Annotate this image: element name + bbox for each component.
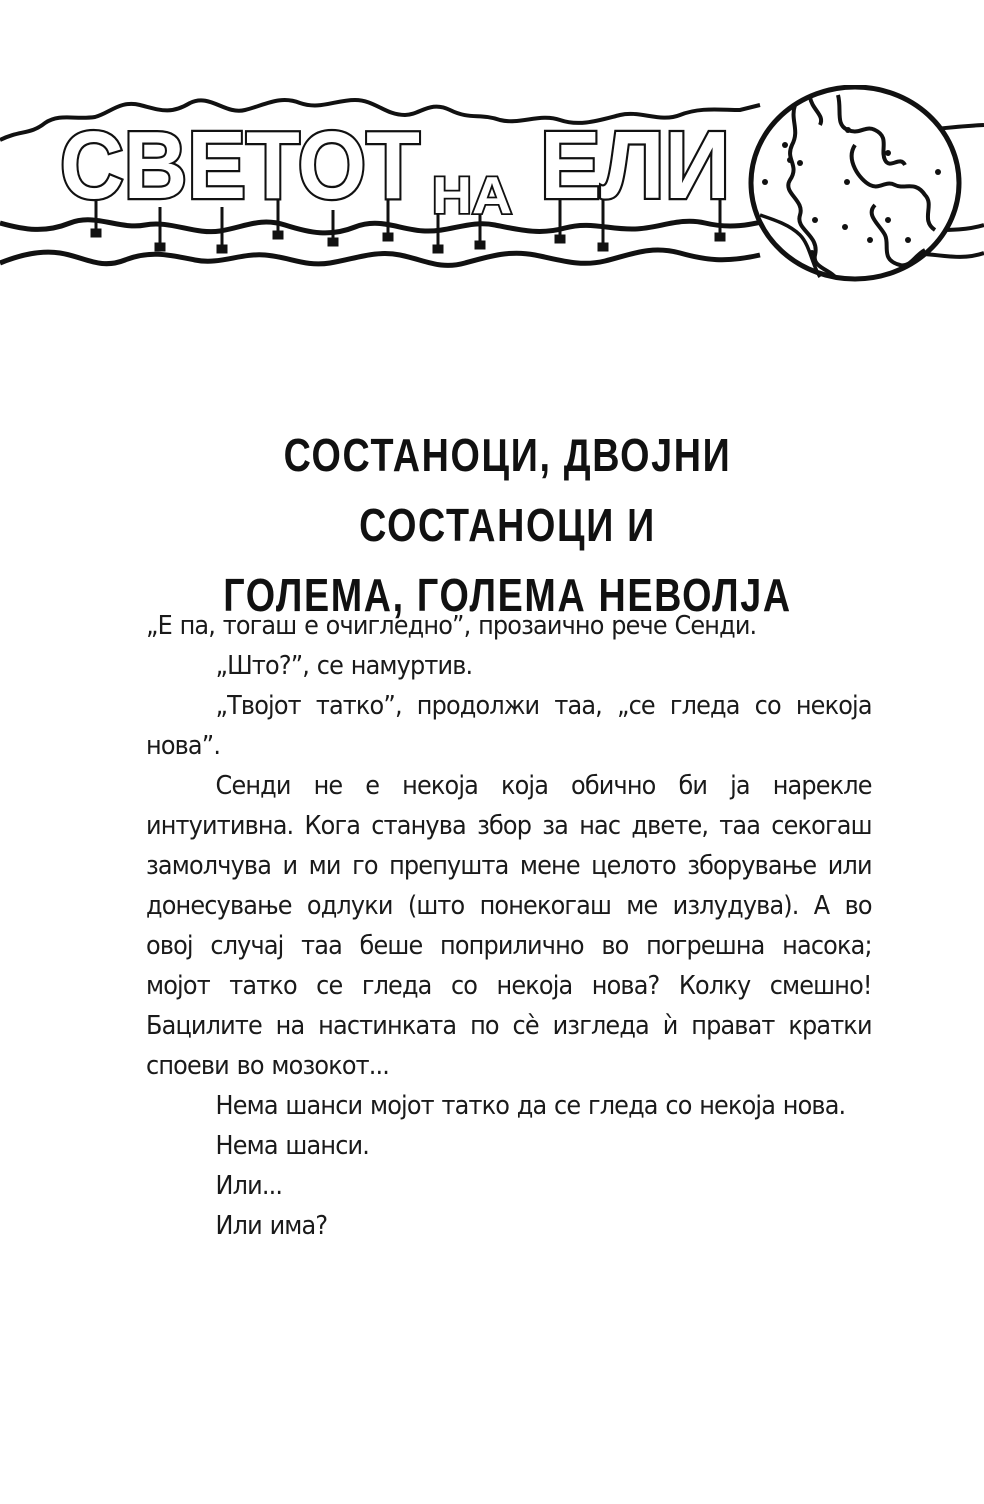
chapter-body [146, 606, 871, 1246]
banner-artwork [0, 85, 984, 295]
paragraph: Нема шанси мојот татко да се гледа со некоја нова. [215, 1091, 846, 1121]
series-banner [0, 85, 984, 295]
paragraph: Или има? [215, 1211, 328, 1241]
chapter-title [173, 420, 841, 630]
paragraph: „Твојот татко”, продолжи таа, „се гледа со некоја нова”. [146, 691, 872, 761]
chapter-title-line-1: СОСТАНОЦИ, ДВОЈНИ СОСТАНОЦИ И [283, 429, 732, 551]
paragraph: Нема шанси. [215, 1131, 370, 1161]
series-title-word-2: НА [432, 167, 512, 225]
bottom-wave-line-1 [0, 220, 770, 233]
series-title-word-3: ЕЛИ [540, 112, 730, 219]
series-title-word-1: СВЕТОТ [60, 112, 420, 219]
chapter-title-line-2: ГОЛЕМА, ГОЛЕМА НЕВОЛЈА [223, 569, 792, 621]
globe-icon [751, 87, 959, 279]
paragraph: Сенди не е некоја која обично би ја нарекле интуитивна. Кога станува збор за нас двете, таа секогаш замолчува и ми го препушта мене целото зборување или донесување одлуки (што понекогаш ме излудува). А во овој случај таа беше поприлично во погрешна насока; мојот татко се гледа со некоја нова? Колку смешно! Бацилите на настинката по сè изгледа ѝ прават кратки спoеви во мозокот... [146, 771, 872, 1081]
paragraph: „Што?”, се намуртив. [215, 651, 473, 681]
bottom-wave-line-2 [0, 250, 760, 265]
paragraph: „Е па, тогаш е очигледно”, прозаично рече Сенди. [146, 611, 757, 641]
paragraph: Или... [215, 1171, 283, 1201]
